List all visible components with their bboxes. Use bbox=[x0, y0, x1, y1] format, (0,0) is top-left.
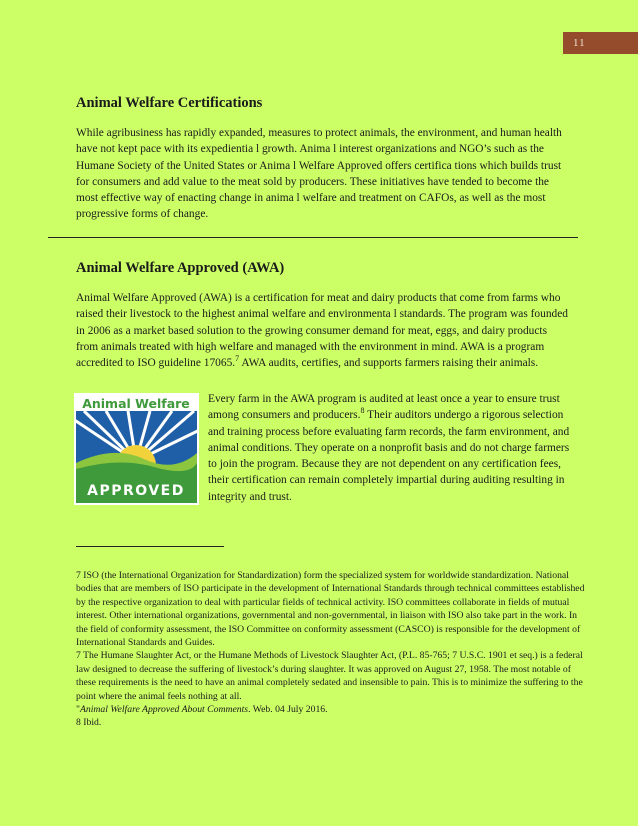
certifications-paragraph: While agribusiness has rapidly expanded, measures to protect animals, the environment, and human health have not kept pace with its expedientia l growth. Anima l interest organizations and NGO’s such as the Humane Society of the United States or Anima l Welfare Approved offers certifica tions which builds trust for consumers and add value to the meat sold by producers. These initiatives have tended to become the most effective way of enacting change in anima l welfare and treatment on CAFOs, as well as the most progressive forms of change. bbox=[76, 127, 562, 221]
awa-audit-text-end: Their auditors undergo a rigorous selection and training process before evaluating farm records, the farm environment, and animal conditions. They operate on a nonprofit basis and do not charge farmers to join the program. Because they are not dependent on any certification fees, their certification can remain completely impartial during auditing resulting in integrity and trust. bbox=[208, 409, 570, 503]
logo-text-approved: APPROVED bbox=[87, 483, 185, 499]
animal-welfare-approved-logo bbox=[74, 393, 199, 505]
section-divider bbox=[48, 237, 578, 238]
footnote-awa-suffix: . Web. 04 July 2016. bbox=[248, 704, 328, 716]
footnote-humane-slaughter: 7 The Humane Slaughter Act, or the Humane Methods of Livestock Slaughter Act, (P.L. 85-765; 7 U.S.C. 1901 et seq.) is a federal law designed to decrease the suffering of livestock’s during slaughter. It was approved on August 27, 1958. The most notable of these requirements is the need to have an animal completely sedated and insensible to pain. This is to minimize the suffering to the point where the animal feels nothing at all. bbox=[76, 650, 583, 702]
footnote-ref-7: 7 bbox=[235, 354, 240, 364]
page-number: 11 bbox=[563, 32, 638, 54]
footnote-iso: 7 ISO (the International Organization for Standardization) form the specialized system for worldwide standardization. National bodies that are members of ISO participate in the development of International Standards through technical committees established by the respective organization to deal with particular fields of technical activity. ISO committees collaborate in fields of mutual interest. Other international organizations, governmental and non-governmental, in liaison with ISO also take part in the work. In the field of conformity assessment, the ISO Committee on conformity assessment (CASCO) is responsible for the development of International Standards and Guides. bbox=[76, 570, 585, 649]
logo-text-animal-welfare: Animal Welfare bbox=[82, 396, 190, 411]
awa-paragraph-text-end: AWA audits, certifies, and supports farmers raising their animals. bbox=[239, 357, 539, 370]
footnote-separator bbox=[76, 546, 224, 547]
awa-paragraph bbox=[76, 290, 568, 371]
section-heading-awa: Animal Welfare Approved (AWA) bbox=[76, 260, 285, 276]
footnotes bbox=[76, 569, 588, 730]
footnote-ref-8: 8 bbox=[360, 406, 365, 416]
section-heading-certifications: Animal Welfare Certifications bbox=[76, 95, 263, 111]
footnote-ibid: 8 Ibid. bbox=[76, 717, 102, 729]
awa-paragraph-text: Animal Welfare Approved (AWA) is a certification for meat and dairy products that come from farms who raised their livestock to the highest animal welfare and environmenta l standards. The program was founded in 2006 as a market based solution to the growing consumer demand for meat, eggs, and dairy products from animals treated with high welfare and managed with the environment in mind. AWA is a program accredited to ISO guideline 17065. bbox=[76, 292, 568, 370]
awa-audit-paragraph bbox=[208, 391, 570, 505]
footnote-awa-prefix: " bbox=[76, 704, 80, 716]
awa-audit-text: Every farm in the AWA program is audited at least once a year to ensure trust among consumers and producers. bbox=[208, 393, 560, 422]
footnote-awa-source bbox=[76, 703, 588, 716]
footnote-awa-title: Animal Welfare Approved About Comments bbox=[79, 704, 249, 716]
